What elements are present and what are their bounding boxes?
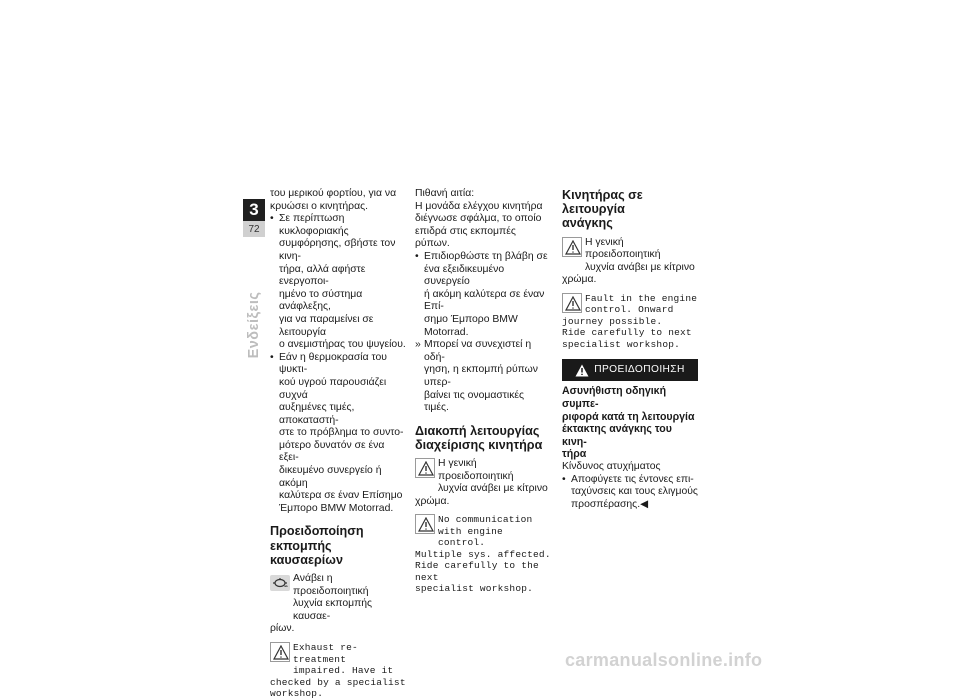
lamp-description: Η γενική προειδοποιητική λυχνία ανάβει με κίτρινο χρώμα.: [415, 458, 548, 507]
warning-triangle-icon: [562, 293, 582, 313]
section-heading: Προειδοποίηση εκπομπής καυσαερίων: [270, 524, 364, 567]
lamp-description: Η γενική προειδοποιητική λυχνία ανάβει με κίτρινο χρώμα.: [562, 236, 695, 286]
cause-line: Η μονάδα ελέγχου κινητήρα: [415, 200, 543, 212]
cause-line: επιδρά στις εκπομπές ρύπων.: [415, 225, 516, 250]
column-1: [270, 188, 406, 700]
warning-triangle-icon: [270, 642, 290, 662]
warning-banner: ΠΡΟΕΙΔΟΠΟΙΗΣΗ: [562, 359, 698, 381]
warning-title: Ασυνήθιστη οδηγική συμπε- ριφορά κατά τη λειτουργία έκτακτης ανάγκης του κινη- τήρα: [562, 385, 695, 461]
display-message: Exhaust re-treatment impaired. Have it checked by a specialist workshop.: [270, 642, 406, 700]
section-heading: Κινητήρας σε λειτουργία ανάγκης: [562, 188, 643, 231]
page-number: 72: [243, 221, 265, 237]
intro-line: του μερικού φορτίου, για να: [270, 188, 397, 199]
cause-line: διέγνωσε σφάλμα, το οποίο: [415, 213, 542, 225]
cause-line: Πιθανή αιτία:: [415, 188, 475, 199]
warning-triangle-icon: [562, 237, 582, 257]
display-message: Fault in the engine control. Onward journey possible. Ride carefully to next specialist workshop.: [562, 292, 698, 350]
list-item: • Επιδιορθώστε τη βλάβη σε ένα εξειδικευμένο συνεργείο ή ακόμη καλύτερα σε έναν Επί- σημο Έμπορο BMW Motorrad.: [415, 251, 551, 339]
lamp-description: Ανάβει η προειδοποιητική λυχνία εκπομπής καυσαε-: [270, 573, 406, 623]
column-3: [562, 188, 698, 511]
result-item: » Μπορεί να συνεχιστεί η οδή- γηση, η εκπομπή ρύπων υπερ- βαίνει τις ονομαστικές τιμές.: [415, 339, 551, 415]
list-item: • Σε περίπτωση κυκλοφοριακής συμφόρησης, σβήστε τον κινη- τήρα, αλλά αφήστε ενεργοποι- ημένο το σύστημα ανάφλεξης, για να παραμείνει σε λειτουργία ο ανεμιστήρας του ψυγείου.: [270, 213, 406, 352]
intro-line: κρυώσει ο κινητήρας.: [270, 200, 368, 212]
exhaust-lamp-icon: [270, 575, 290, 591]
column-2: [415, 188, 551, 595]
warning-triangle-icon: [415, 514, 435, 534]
section-heading: Διακοπή λειτουργίας διαχείρισης κινητήρα: [415, 423, 543, 452]
display-message: No communication with engine control. Multiple sys. affected. Ride carefully to the next specialist workshop.: [415, 514, 551, 595]
watermark: carmanualsonline.info: [565, 650, 763, 670]
lamp-description-end: ρίων.: [270, 623, 295, 635]
chapter-title: Ενδείξεις: [246, 291, 262, 359]
warning-triangle-icon: [575, 364, 589, 377]
warning-hazard: Κίνδυνος ατυχήματος: [562, 461, 661, 473]
chapter-tab: 3: [243, 199, 265, 221]
warning-triangle-icon: [415, 458, 435, 478]
list-item: • Αποφύγετε τις έντονες επι- ταχύνσεις και τους ελιγμούς προσπέρασης.◀: [562, 474, 698, 512]
list-item: • Εάν η θερμοκρασία του ψυκτι- κού υγρού παρουσιάζει συχνά αυξημένες τιμές, αποκαταστή- στε το πρόβλημα το συντο- μότερο δυνατόν σε ένα εξει- δικευμένο συνεργείο ή ακόμη καλύτερα σε έναν Επίσημο Έμπορο BMW Motorrad.: [270, 352, 406, 516]
